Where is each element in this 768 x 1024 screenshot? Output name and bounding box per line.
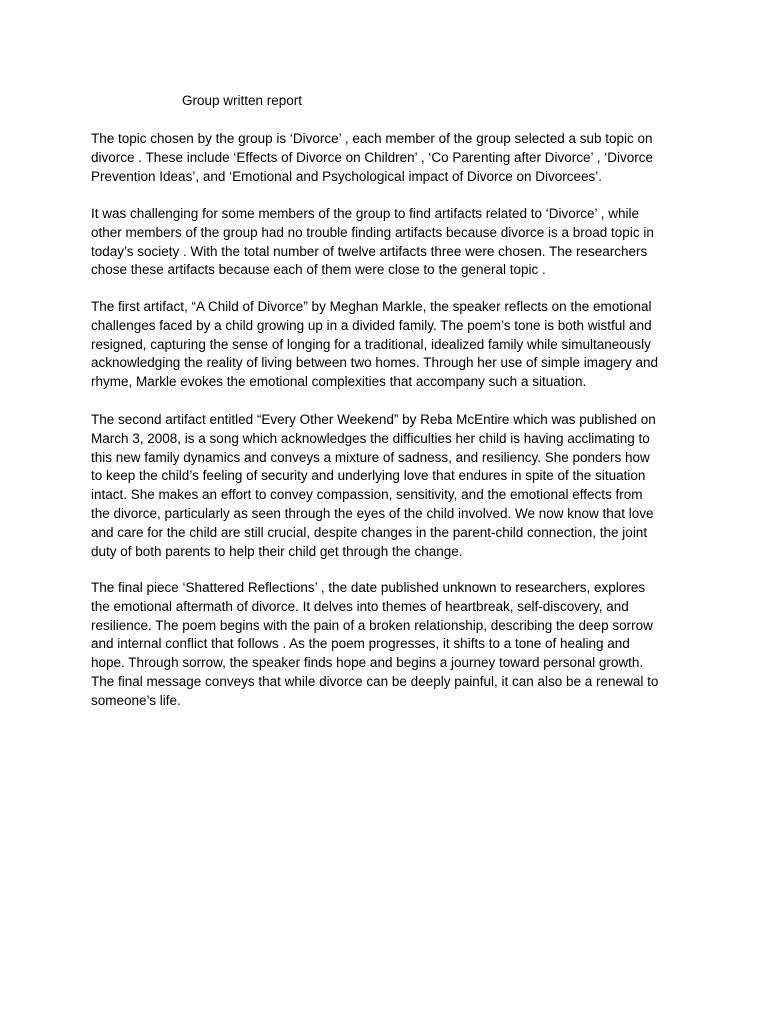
- text-line: and internal conflict that follows . As the poem progresses, it shifts to a tone of healing and: [91, 636, 630, 652]
- paragraph-topic-intro: [91, 130, 681, 186]
- text-line: hope. Through sorrow, the speaker finds hope and begins a journey toward personal growth.: [91, 655, 644, 671]
- text-line: the emotional aftermath of divorce. It delves into themes of heartbreak, self-discovery, and: [91, 598, 629, 614]
- text-line: chose these artifacts because each of them were close to the general topic .: [91, 262, 546, 278]
- text-line: duty of both parents to help their child get through the change.: [91, 543, 463, 559]
- text-line: The final piece ‘Shattered Reflections’ , the date published unknown to researchers, explores: [91, 580, 646, 595]
- text-line: The first artifact, “A Child of Divorce” by Meghan Markle, the speaker reflects on the emotional: [91, 299, 652, 314]
- text-line: the divorce, particularly as seen through the eyes of the child involved. We now know that love: [91, 505, 654, 521]
- text-line: this new family dynamics and conveys a mixture of sadness, and resiliency. She ponders how: [91, 449, 650, 465]
- text-line: to keep the child’s feeling of security and underlying love that endures in spite of the situation: [91, 468, 646, 484]
- text-line: challenges faced by a child growing up in a divided family. The poem’s tone is both wistful and: [91, 317, 652, 333]
- text-line: divorce . These include ‘Effects of Divorce on Children’ , ‘Co Parenting after Divorce’ , ‘Divorce: [91, 149, 653, 165]
- text-line: other members of the group had no trouble finding artifacts because divorce is a broad topic in: [91, 224, 654, 240]
- text-line: intact. She makes an effort to convey compassion, sensitivity, and the emotional effects from: [91, 487, 643, 503]
- text-line: someone’s life.: [91, 692, 181, 708]
- text-line: resigned, capturing the sense of longing for a traditional, idealized family while simultaneously: [91, 336, 651, 352]
- text-line: today’s society . With the total number of twelve artifacts three were chosen. The researchers: [91, 243, 648, 259]
- paragraph-final-artifact: [91, 579, 681, 711]
- text-line: acknowledging the reality of living between two homes. Through her use of simple imagery and: [91, 355, 659, 371]
- text-line: Prevention Ideas’, and ‘Emotional and Psychological impact of Divorce on Divorcees’.: [91, 168, 603, 184]
- paragraph-first-artifact: [91, 298, 681, 392]
- text-line: March 3, 2008, is a song which acknowledges the difficulties her child is having acclimating to: [91, 430, 650, 446]
- text-line: resilience. The poem begins with the pain of a broken relationship, describing the deep sorrow: [91, 617, 653, 633]
- text-line: The topic chosen by the group is ‘Divorce’ , each member of the group selected a sub topic on: [91, 131, 653, 146]
- text-line: The second artifact entitled “Every Other Weekend” by Reba McEntire which was published on: [91, 412, 656, 427]
- paragraph-artifact-selection: [91, 205, 681, 280]
- document-title: Group written report: [182, 93, 303, 108]
- text-line: and care for the child are still crucial, despite changes in the parent-child connection, the joint: [91, 524, 648, 540]
- paragraph-second-artifact: [91, 411, 681, 561]
- text-line: It was challenging for some members of the group to find artifacts related to ‘Divorce’ , while: [91, 206, 640, 221]
- text-line: rhyme, Markle evokes the emotional complexities that accompany such a situation.: [91, 374, 587, 390]
- text-line: The final message conveys that while divorce can be deeply painful, it can also be a renewal to: [91, 673, 659, 689]
